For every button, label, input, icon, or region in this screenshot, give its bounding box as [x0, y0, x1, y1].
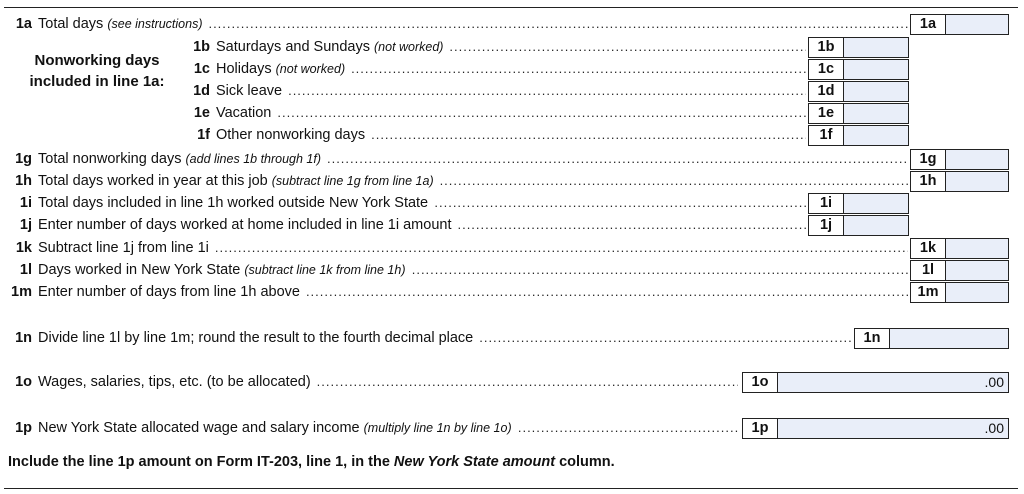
description-text: Subtract line 1j from line 1i: [38, 240, 209, 256]
description-text: Other nonworking days: [216, 127, 366, 143]
amount-field-1n[interactable]: [889, 328, 1009, 349]
amount-field-1k[interactable]: [945, 238, 1009, 259]
line-1l: [0, 260, 1024, 280]
amount-field-1i[interactable]: [843, 193, 909, 214]
line-description: [38, 328, 473, 348]
line-number: 1a: [15, 16, 32, 32]
box-label-1i: 1i: [808, 193, 844, 214]
description-note: (add lines 1b through 1f): [185, 152, 322, 166]
description-note: (not worked): [275, 62, 346, 76]
line-1c: [0, 59, 1024, 79]
description-text: Divide line 1l by line 1m; round the result to the fourth decimal place: [38, 330, 474, 346]
line-1i: [0, 193, 1024, 213]
description-note: (subtract line 1k from line 1h): [244, 263, 406, 277]
description-note: (see instructions): [107, 17, 203, 31]
line-1g: [0, 149, 1024, 169]
description-text: Days worked in New York State: [38, 262, 241, 278]
line-description: [38, 260, 406, 280]
line-1b: [0, 37, 1024, 57]
line-1n: [0, 328, 1024, 348]
box-label-1e: 1e: [808, 103, 844, 124]
description-note: (subtract line 1g from line 1a): [271, 174, 434, 188]
description-text: Enter number of days from line 1h above: [38, 284, 300, 300]
leader-dots: [479, 328, 852, 348]
line-1e: [0, 103, 1024, 123]
box-label-1g: 1g: [910, 149, 946, 170]
line-number: 1f: [197, 127, 210, 143]
line-description: [216, 59, 345, 79]
line-1k: [0, 238, 1024, 258]
amount-field-1g[interactable]: [945, 149, 1009, 170]
line-number: 1d: [193, 83, 210, 99]
line-1d: [0, 81, 1024, 101]
line-1j: [0, 215, 1024, 235]
description-text: Total nonworking days: [38, 151, 182, 167]
box-label-1n: 1n: [854, 328, 890, 349]
line-number: 1b: [193, 39, 210, 55]
amount-field-1a[interactable]: [945, 14, 1009, 35]
amount-field-1h[interactable]: [945, 171, 1009, 192]
box-label-1c: 1c: [808, 59, 844, 80]
leader-dots: [306, 282, 908, 302]
line-number: 1p: [15, 420, 32, 436]
line-number: 1c: [193, 61, 210, 77]
leader-dots: [288, 81, 806, 101]
box-label-1j: 1j: [808, 215, 844, 236]
box-label-1h: 1h: [910, 171, 946, 192]
box-label-1f: 1f: [808, 125, 844, 146]
line-1p: [0, 418, 1024, 438]
description-text: Total days: [38, 16, 104, 32]
amount-field-1e[interactable]: [843, 103, 909, 124]
description-note: (multiply line 1n by line 1o): [363, 421, 512, 435]
line-description: [216, 103, 271, 123]
line-description: [216, 125, 365, 145]
leader-dots: [518, 418, 738, 438]
leader-dots: [412, 260, 908, 280]
leader-dots: [457, 215, 806, 235]
nonworking-days-heading: Nonworking days included in line 1a:: [29, 52, 165, 90]
footer-post: column.: [555, 454, 615, 470]
line-1a: [0, 14, 1024, 34]
amount-field-1f[interactable]: [843, 125, 909, 146]
amount-field-1o[interactable]: .00: [777, 372, 1009, 393]
description-text: Sick leave: [216, 83, 283, 99]
leader-dots: [351, 59, 806, 79]
line-description: [38, 149, 321, 169]
line-1h: [0, 171, 1024, 191]
line-1f: [0, 125, 1024, 145]
line-description: [216, 37, 443, 57]
line-number: 1g: [15, 151, 32, 167]
line-number: 1o: [15, 374, 32, 390]
line-number: 1e: [193, 105, 210, 121]
leader-dots: [327, 149, 908, 169]
description-text: Saturdays and Sundays: [216, 39, 370, 55]
leader-dots: [208, 14, 908, 34]
box-label-1m: 1m: [910, 282, 946, 303]
description-text: Vacation: [216, 105, 272, 121]
leader-dots: [449, 37, 806, 57]
description-text: Holidays: [216, 61, 272, 77]
box-label-1o: 1o: [742, 372, 778, 393]
footer-instruction: [8, 452, 615, 472]
line-description: [38, 238, 209, 258]
leader-dots: [317, 372, 738, 392]
line-number: 1m: [11, 284, 32, 300]
leader-dots: [371, 125, 806, 145]
leader-dots: [215, 238, 908, 258]
box-label-1a: 1a: [910, 14, 946, 35]
amount-field-1d[interactable]: [843, 81, 909, 102]
line-number: 1l: [19, 262, 32, 278]
amount-field-1j[interactable]: [843, 215, 909, 236]
amount-field-1c[interactable]: [843, 59, 909, 80]
box-label-1d: 1d: [808, 81, 844, 102]
leader-dots: [440, 171, 908, 191]
line-description: [38, 171, 434, 191]
description-text: Total days included in line 1h worked outside New York State: [38, 195, 429, 211]
description-text: Wages, salaries, tips, etc. (to be allocated): [38, 374, 311, 390]
line-description: [38, 372, 311, 392]
amount-field-1p[interactable]: .00: [777, 418, 1009, 439]
box-label-1p: 1p: [742, 418, 778, 439]
line-description: [38, 215, 451, 235]
description-text: New York State allocated wage and salary income: [38, 420, 360, 436]
amount-field-1b[interactable]: [843, 37, 909, 58]
description-note: (not worked): [374, 40, 444, 54]
line-description: [38, 418, 512, 438]
amount-field-1l[interactable]: [945, 260, 1009, 281]
description-text: Total days worked in year at this job: [38, 173, 268, 189]
description-text: Enter number of days worked at home included in line 1i amount: [38, 217, 452, 233]
line-number: 1n: [15, 330, 32, 346]
top-rule: [4, 7, 1018, 8]
line-description: [38, 193, 428, 213]
line-number: 1i: [19, 195, 32, 211]
box-label-1b: 1b: [808, 37, 844, 58]
amount-field-1m[interactable]: [945, 282, 1009, 303]
line-1o: [0, 372, 1024, 392]
line-description: [38, 14, 203, 34]
box-label-1k: 1k: [910, 238, 946, 259]
leader-dots: [434, 193, 806, 213]
line-number: 1h: [15, 173, 32, 189]
footer-pre: Include the line 1p amount on Form IT-203, line 1, in the: [8, 454, 394, 470]
line-1m: [0, 282, 1024, 302]
footer-em: New York State amount: [393, 454, 556, 470]
leader-dots: [277, 103, 806, 123]
bottom-rule: [4, 488, 1018, 489]
box-label-1l: 1l: [910, 260, 946, 281]
line-number: 1k: [15, 240, 32, 256]
line-description: [38, 282, 300, 302]
line-description: [216, 81, 282, 101]
line-number: 1j: [19, 217, 32, 233]
